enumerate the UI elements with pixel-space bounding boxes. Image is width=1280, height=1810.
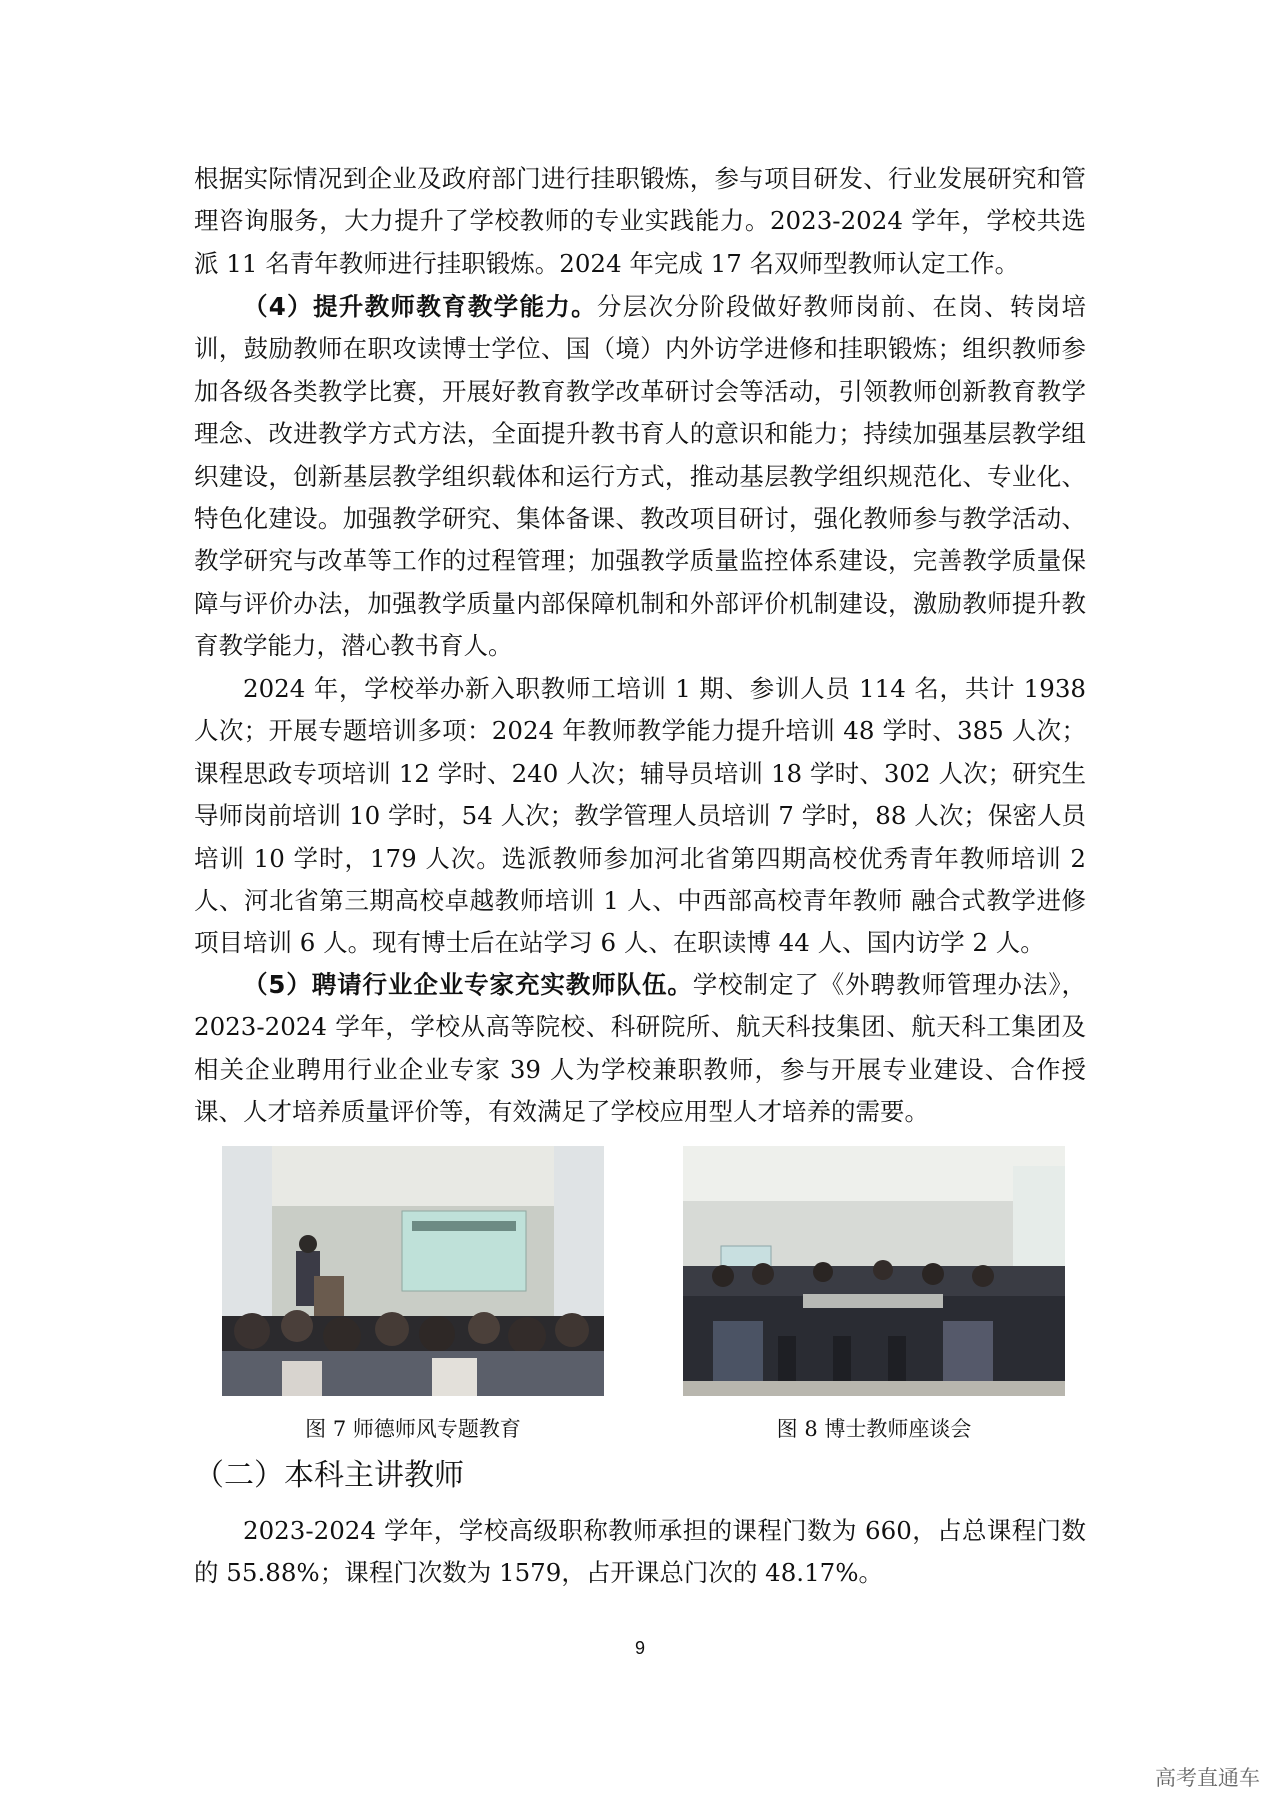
watermark-text: 高考直通车 [1155,1766,1260,1790]
paragraph-training-stats: 2024 年，学校举办新入职教师工培训 1 期、参训人员 114 名，共计 1938 人次；开展专题培训多项：2024 年教师教学能力提升培训 48 学时、385 人次；课程思政专项培训 12 学时、240 人次；辅导员培训 18 学时、302 人次；研究生导师岗前培训 10 学时，54 人次；教学管理人员培训 7 学时，88 人次；保密人员培训 10 学时，179 人次。选派教师参加河北省第四期高校优秀青年教师培训 2 人、河北省第三期高校卓越教师培训 1 人、中西部高校青年教师 融合式教学进修项目培训 6 人。现有博士后在站学习 6 人、在职读博 44 人、国内访学 2 人。 [194,674,1086,958]
heading-industry-experts: （5）聘请行业企业专家充实教师队伍。 [243,970,693,999]
paragraph-practice: 根据实际情况到企业及政府部门进行挂职锻炼，参与项目研发、行业发展研究和管理咨询服务，大力提升了学校教师的专业实践能力。2023-2024 学年，学校共选派 11 名青年教师进行挂职锻炼。2024 年完成 17 名双师型教师认定工作。 [194,164,1086,278]
page-number: 9 [634,1638,645,1658]
figure-7-photo [222,1146,604,1396]
paragraph-industry-experts [194,964,1086,1134]
figure-7-caption: 图 7 师德师风专题教育 [305,1417,521,1441]
heading-teaching-ability: （4）提升教师教育教学能力。 [243,292,597,321]
paragraph-teaching-ability [194,286,1086,668]
paragraph-section-body: 2023-2024 学年，学校高级职称教师承担的课程门数为 660，占总课程门数的 55.88%；课程门次数为 1579，占开课总门次的 48.17%。 [194,1516,1086,1588]
section-title: （二）本科主讲教师 [194,1458,464,1493]
body-teaching-ability: 分层次分阶段做好教师岗前、在岗、转岗培训，鼓励教师在职攻读博士学位、国（境）内外访学进修和挂职锻炼；组织教师参加各级各类教学比赛，开展好教育教学改革研讨会等活动，引领教师创新教育教学理念、改进教学方式方法，全面提升教书育人的意识和能力；持续加强基层教学组织建设，创新基层教学组织载体和运行方式，推动基层教学组织规范化、专业化、特色化建设。加强教学研究、集体备课、教改项目研讨，强化教师参与教学活动、教学研究与改革等工作的过程管理；加强教学质量监控体系建设，完善教学质量保障与评价办法，加强教学质量内部保障机制和外部评价机制建设，激励教师提升教育教学能力，潜心教书育人。 [194,292,1087,661]
body-industry-experts: 学校制定了《外聘教师管理办法》，2023-2024 学年，学校从高等院校、科研院所、航天科技集团、航天科工集团及相关企业聘用行业企业专家 39 人为学校兼职教师，参与开展专业建设、合作授课、人才培养质量评价等，有效满足了学校应用型人才培养的需要。 [194,970,1086,1127]
figure-8-photo [683,1146,1065,1396]
figure-8-caption: 图 8 博士教师座谈会 [776,1417,972,1441]
